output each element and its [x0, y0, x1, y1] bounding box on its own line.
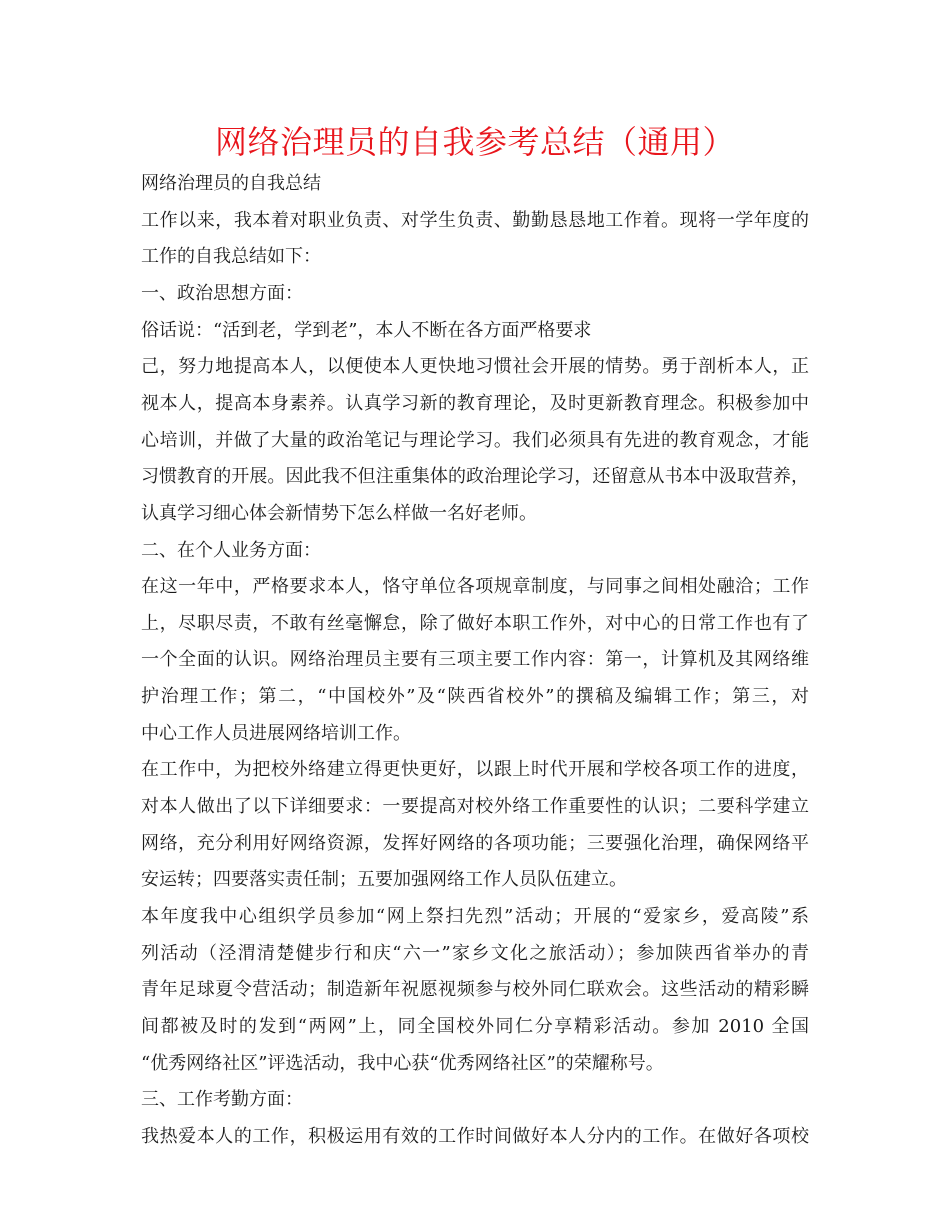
- body-line: 工作的自我总结如下：: [141, 246, 321, 267]
- body-line: 安运转；四要落实责任制；五要加强网络工作人员队伍建立。: [141, 869, 627, 890]
- body-line: 网络治理员的自我总结: [141, 173, 321, 194]
- body-line: 在工作中，为把校外络建立得更快更好，以跟上时代开展和学校各项工作的进度，: [141, 759, 809, 780]
- body-line: 对本人做出了以下详细要求：一要提高对校外络工作重要性的认识；二要科学建立: [141, 796, 809, 817]
- body-line: 三、工作考勤方面：: [141, 1089, 303, 1110]
- body-line: 在这一年中，严格要求本人，恪守单位各项规章制度，与同事之间相处融洽；工作: [141, 576, 809, 597]
- body-line: 二、在个人业务方面：: [141, 540, 321, 561]
- body-line: 护治理工作；第二，“中国校外”及“陕西省校外”的撰稿及编辑工作；第三，对: [141, 686, 809, 707]
- body-line: 工作以来，我本着对职业负责、对学生负责、勤勤恳恳地工作着。现将一学年度的: [141, 210, 809, 231]
- body-line: 俗话说：“活到老，学到老”，本人不断在各方面严格要求: [141, 320, 592, 341]
- document-title: 网络治理员的自我参考总结（通用）: [214, 123, 735, 161]
- body-line: 己，努力地提高本人，以便使本人更快地习惯社会开展的情势。勇于剖析本人，正: [141, 356, 809, 377]
- body-line: “优秀网络社区”评选活动，我中心获“优秀网络社区”的荣耀称号。: [141, 1053, 664, 1074]
- body-line: 中心工作人员进展网络培训工作。: [141, 723, 411, 744]
- body-line: 本年度我中心组织学员参加“网上祭扫先烈”活动；开展的“爱家乡，爱高陵”系: [141, 906, 809, 927]
- body-line: 青年足球夏令营活动；制造新年祝愿视频参与校外同仁联欢会。这些活动的精彩瞬: [141, 979, 809, 1000]
- body-line: 认真学习细心体会新情势下怎么样做一名好老师。: [141, 503, 537, 524]
- body-line: 间都被及时的发到“两网”上，同全国校外同仁分享精彩活动。参加 2010 全国: [141, 1016, 809, 1037]
- body-line: 上，尽职尽责，不敢有丝毫懈怠，除了做好本职工作外，对中心的日常工作也有了: [141, 613, 809, 634]
- body-line: 一个全面的认识。网络治理员主要有三项主要工作内容：第一，计算机及其网络维: [141, 649, 809, 670]
- body-line: 习惯教育的开展。因此我不但注重集体的政治理论学习，还留意从书本中汲取营养，: [141, 466, 809, 487]
- body-line: 心培训，并做了大量的政治笔记与理论学习。我们必须具有先进的教育观念，才能: [141, 430, 809, 451]
- body-line: 我热爱本人的工作，积极运用有效的工作时间做好本人分内的工作。在做好各项校: [141, 1126, 809, 1147]
- body-line: 网络，充分利用好网络资源，发挥好网络的各项功能；三要强化治理，确保网络平: [141, 833, 809, 854]
- body-line: 一、政治思想方面：: [141, 283, 303, 304]
- body-line: 视本人，提高本身素养。认真学习新的教育理论，及时更新教育理念。积极参加中: [141, 393, 809, 414]
- body-line: 列活动（泾渭清楚健步行和庆“六一”家乡文化之旅活动）；参加陕西省举办的青: [141, 943, 809, 964]
